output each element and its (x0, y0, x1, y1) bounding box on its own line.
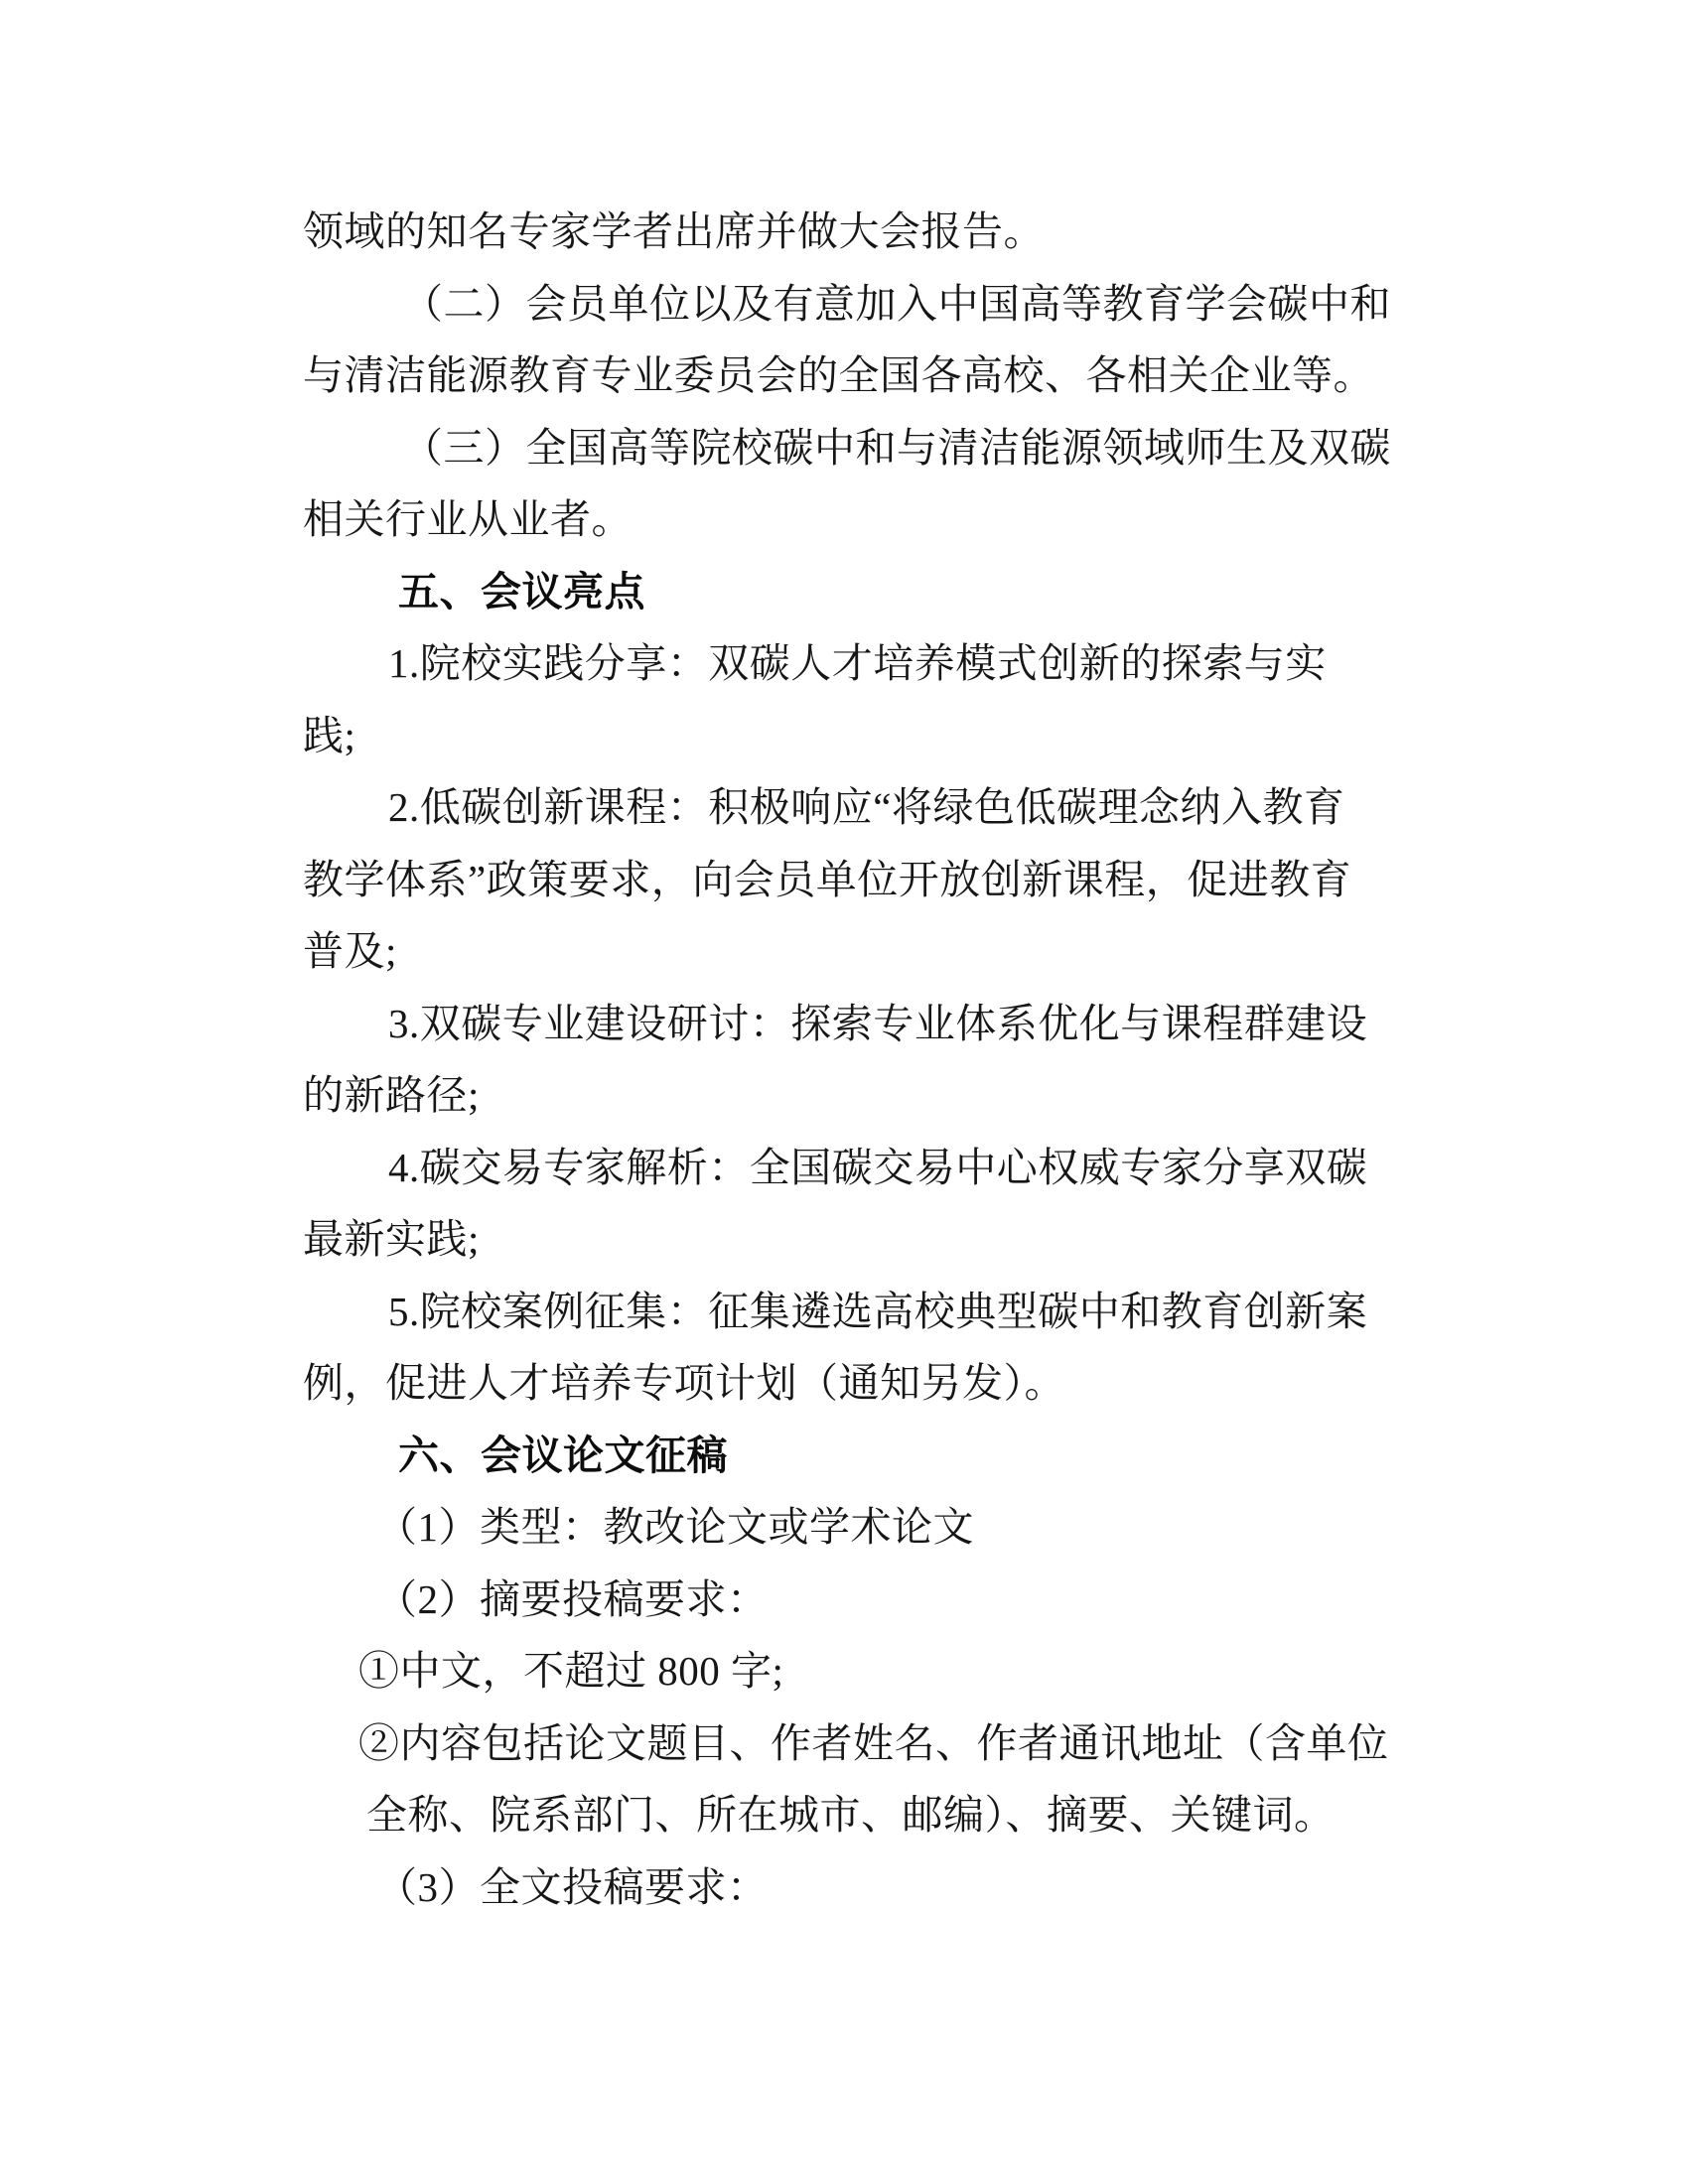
highlight-item-5: 5.院校案例征集：征集遴选高校典型碳中和教育创新案 (388, 1288, 1368, 1334)
highlight-item-1: 1.院校实践分享：双碳人才培养模式创新的探索与实 (388, 640, 1327, 686)
para-attendees-2: （二）会员单位以及有意加入中国高等教育学会碳中和 (402, 280, 1391, 327)
paper-type-item: （1）类型：教改论文或学术论文 (376, 1504, 974, 1550)
para-attendees-3: （三）全国高等院校碳中和与清洁能源领域师生及双碳 (402, 424, 1391, 471)
abstract-requirements: （2）摘要投稿要求： (376, 1575, 769, 1622)
heading-section-5: 五、会议亮点 (398, 568, 645, 614)
highlight-item-4: 4.碳交易专家解析：全国碳交易中心权威专家分享双碳 (388, 1144, 1368, 1190)
abstract-req-1: ①中文，不超过 800 字; (358, 1648, 784, 1694)
para-attendees-3-cont: 相关行业从业者。 (303, 496, 633, 542)
highlight-item-3: 3.双碳专业建设研讨：探索专业体系优化与课程群建设 (388, 1000, 1368, 1046)
highlight-item-3-cont: 的新路径; (303, 1072, 480, 1118)
highlight-item-2: 2.低碳创新课程：积极响应“将绿色低碳理念纳入教育 (388, 784, 1345, 830)
fulltext-requirements: （3）全文投稿要求： (376, 1863, 769, 1910)
para-attendees-2-cont: 与清洁能源教育专业委员会的全国各高校、各相关企业等。 (303, 352, 1374, 398)
abstract-req-2: ②内容包括论文题目、作者姓名、作者通讯地址（含单位 (358, 1719, 1389, 1766)
document-content (303, 196, 1390, 1923)
abstract-req-2-cont: 全称、院系部门、所在城市、邮编）、摘要、关键词。 (366, 1792, 1336, 1838)
highlight-item-4-cont: 最新实践; (303, 1216, 480, 1262)
para-speakers-cont: 领域的知名专家学者出席并做大会报告。 (303, 208, 1045, 254)
heading-section-6: 六、会议论文征稿 (398, 1432, 728, 1478)
highlight-item-2-cont-2: 普及; (303, 928, 397, 974)
highlight-item-2-cont-1: 教学体系”政策要求，向会员单位开放创新课程，促进教育 (303, 856, 1352, 902)
highlight-item-1-cont: 践; (303, 712, 356, 758)
highlight-item-5-cont: 例，促进人才培养专项计划（通知另发）。 (303, 1360, 1065, 1406)
